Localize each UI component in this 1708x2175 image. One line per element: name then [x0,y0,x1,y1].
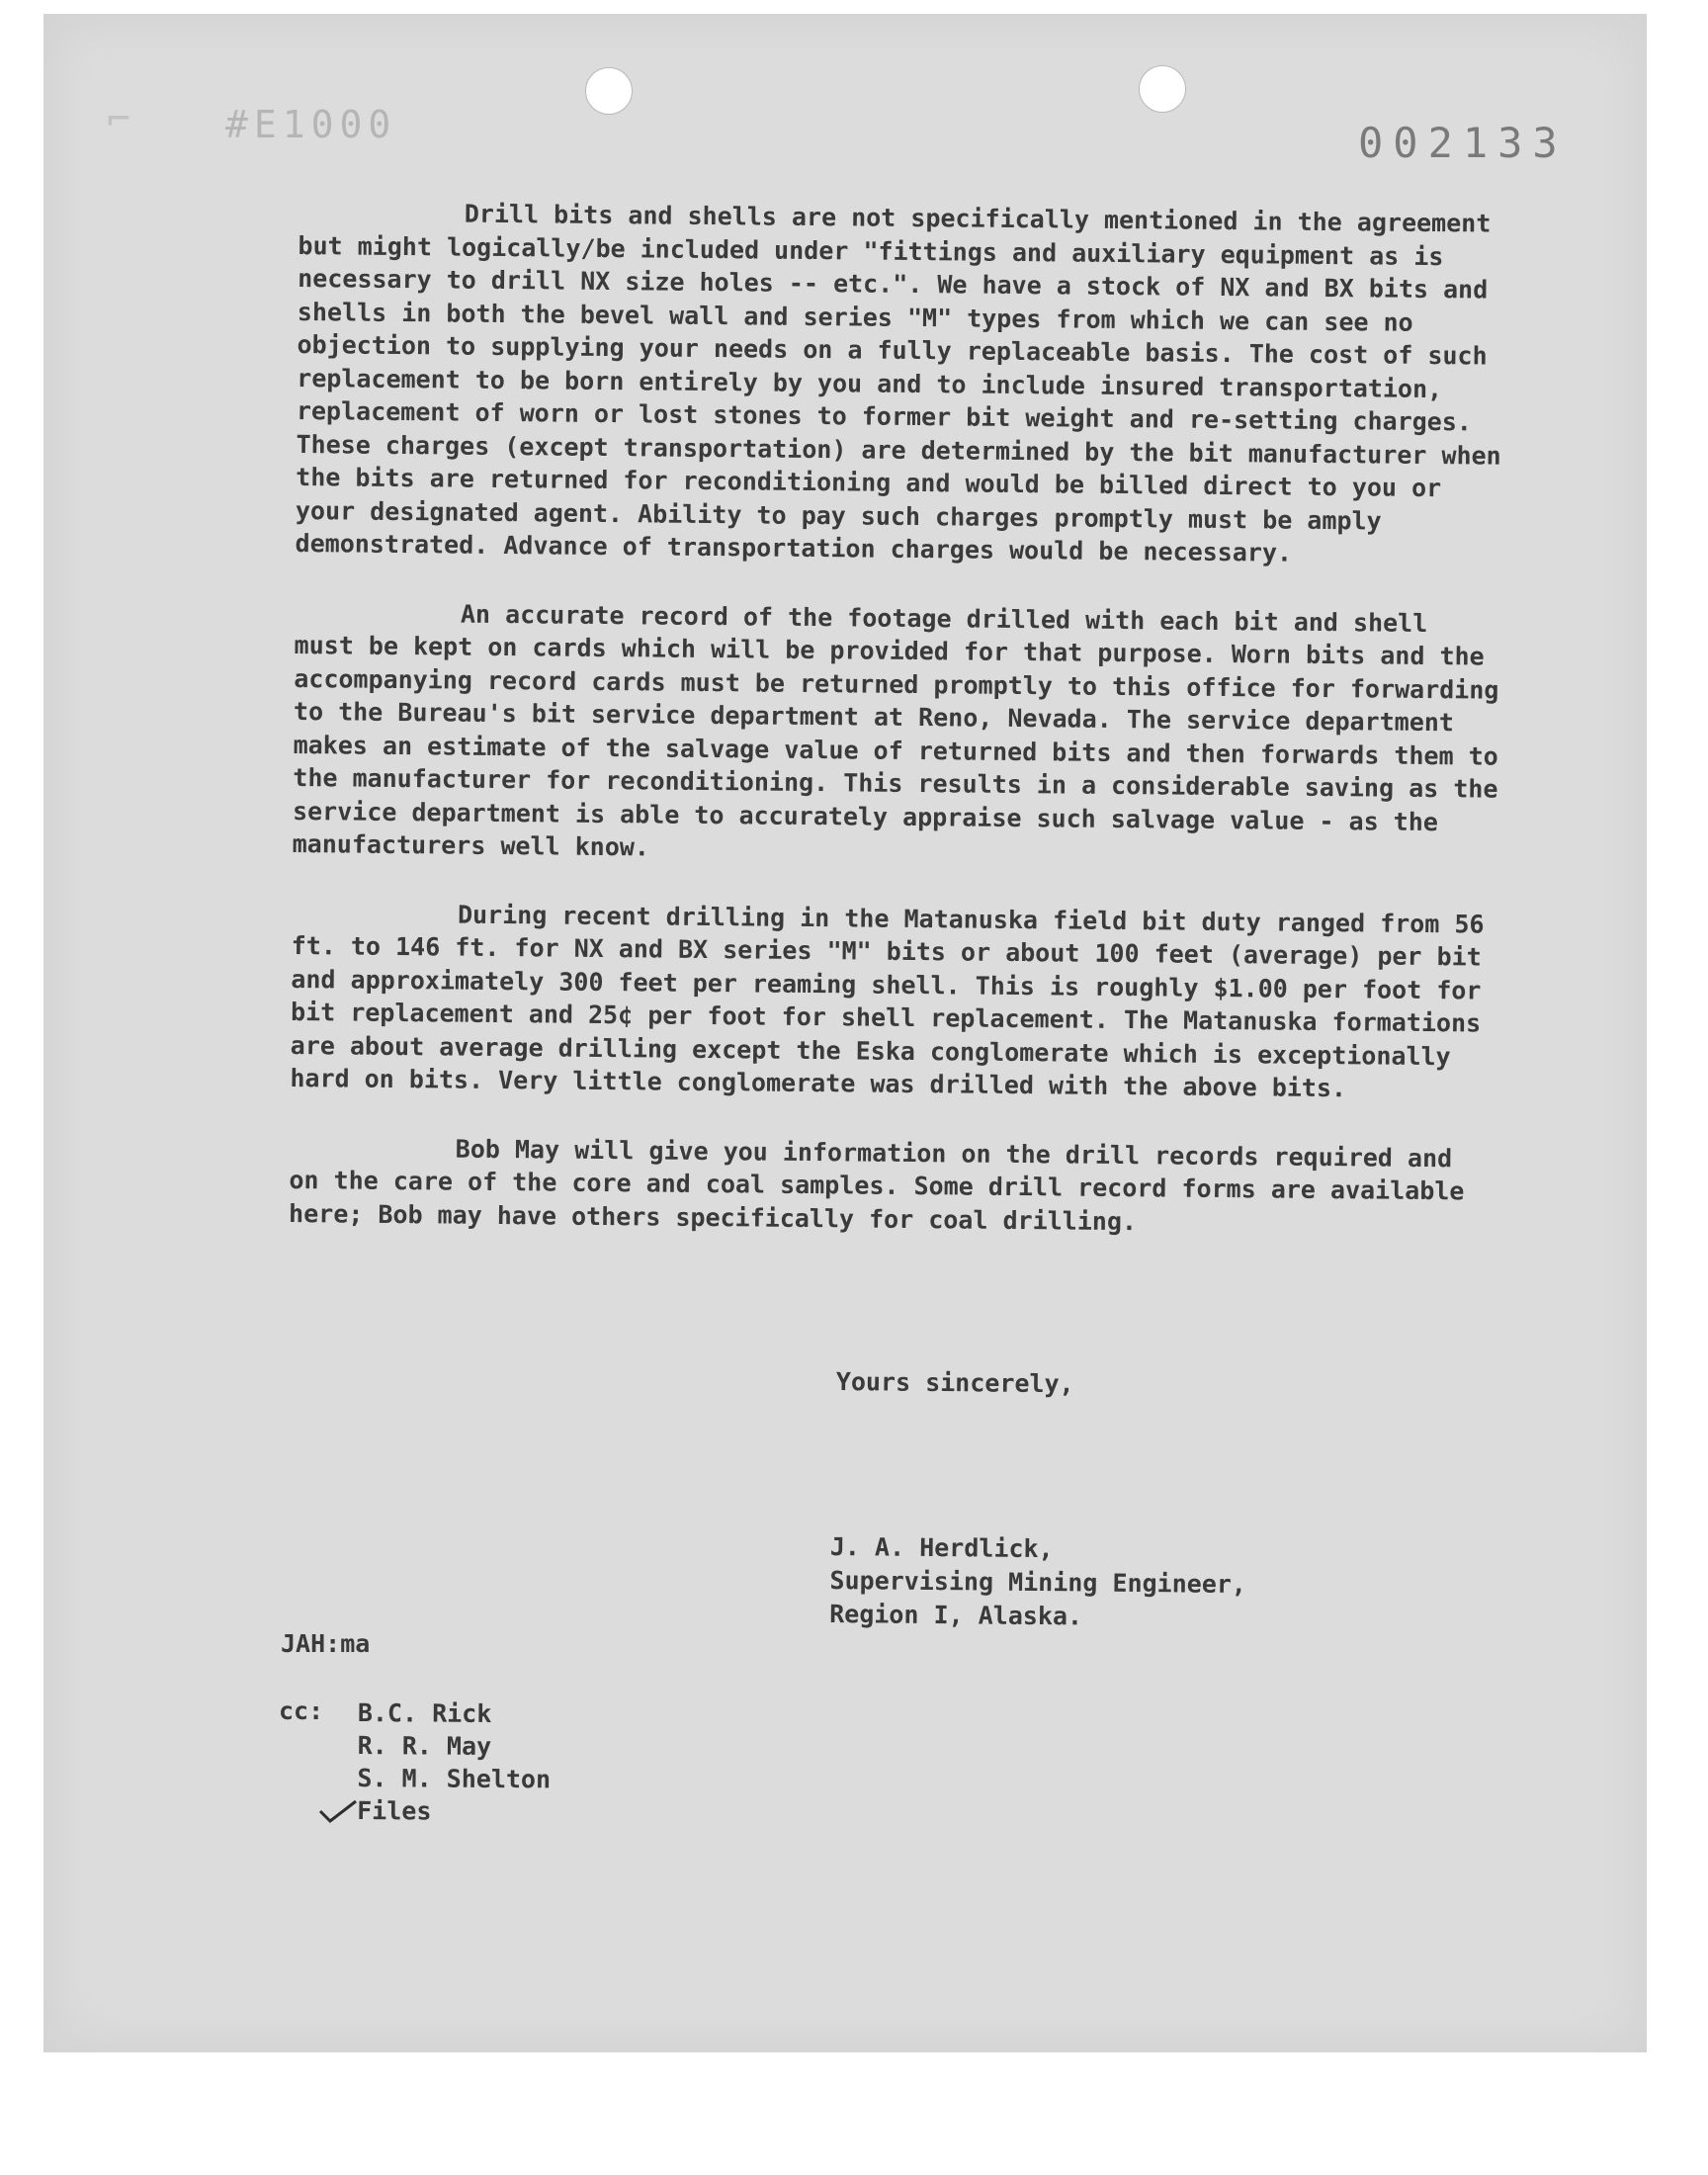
paragraph-drill-bits: Drill bits and shells are not specifically mentioned in the agreement but might logically/be included under "fittings and auxiliary equipment as is necessary to drill NX size holes -- etc.". We have a stock of NX and BX bits and shells in both the bevel wall and series "M" types from which we can see no objection to supplying your needs on a fully replaceable basis. The cost of such replacement to be born entirely by you and to include insured transportation, replacement of worn or lost stones to former bit weight and re-setting charges. These charges (except transportation) are determined by the bit manufacturer when the bits are returned for reconditioning and would be billed direct to you or your designated agent. Ability to pay such charges promptly must be amply demonstrated. Advance of transportation charges would be necessary. [295,199,1501,567]
signer-name: J. A. Herdlick, [829,1531,1054,1564]
punch-hole-left [585,67,633,115]
paragraph-footage-record: An accurate record of the footage drilled with each bit and shell must be kept on cards which will be provided for that purpose. Worn bits and the accompanying record cards must be returned promptly to this office for forwarding to the Bureau's bit service department at Reno, Nevada. The service department makes an estimate of the salvage value of returned bits and then forwards them to the manufacturer for reconditioning. This results in a considerable saving as the service department is able to accurately appraise such salvage value - as the manufacturers well know. [292,599,1499,862]
cc-label: cc: [279,1696,324,1725]
cc-list [357,1696,552,1828]
punch-hole-right [1139,65,1186,113]
cc-recipient: S. M. Shelton [357,1763,552,1794]
paragraph-bit-duty: During recent drilling in the Matanuska field bit duty ranged from 56 ft. to 146 ft. for NX and BX series "M" bits or about 100 feet (average) per bit and approximately 300 feet per reaming shell. This is roughly $1.00 per foot for bit replacement and 25¢ per foot for shell replacement. The Matanuska formations are about average drilling except the Eska conglomerate which is exceptionally hard on bits. Very little conglomerate was drilled with the above bits. [290,900,1485,1103]
check-mark-icon [318,1797,358,1823]
margin-mark: ⌐ [107,97,131,142]
letter-body [289,196,1504,1277]
cc-recipient: Files [357,1795,432,1826]
stamp-number-left: #E1000 [225,103,397,146]
paragraph-drill-records: Bob May will give you information on the drill records required and on the care of the core and coal samples. Some drill record forms are available here; Bob may have others specifically for coal drilling. [288,1134,1465,1236]
typist-initials: JAH:ma [281,1629,371,1658]
cc-recipient: R. R. May [357,1730,492,1761]
signature-block [829,1530,1246,1635]
closing: Yours sincerely, [835,1367,1074,1399]
stamp-number-right: 002133 [1358,119,1568,167]
cc-recipient: B.C. Rick [357,1698,492,1728]
signer-region: Region I, Alaska. [829,1599,1083,1631]
signer-title: Supervising Mining Engineer, [829,1565,1247,1600]
